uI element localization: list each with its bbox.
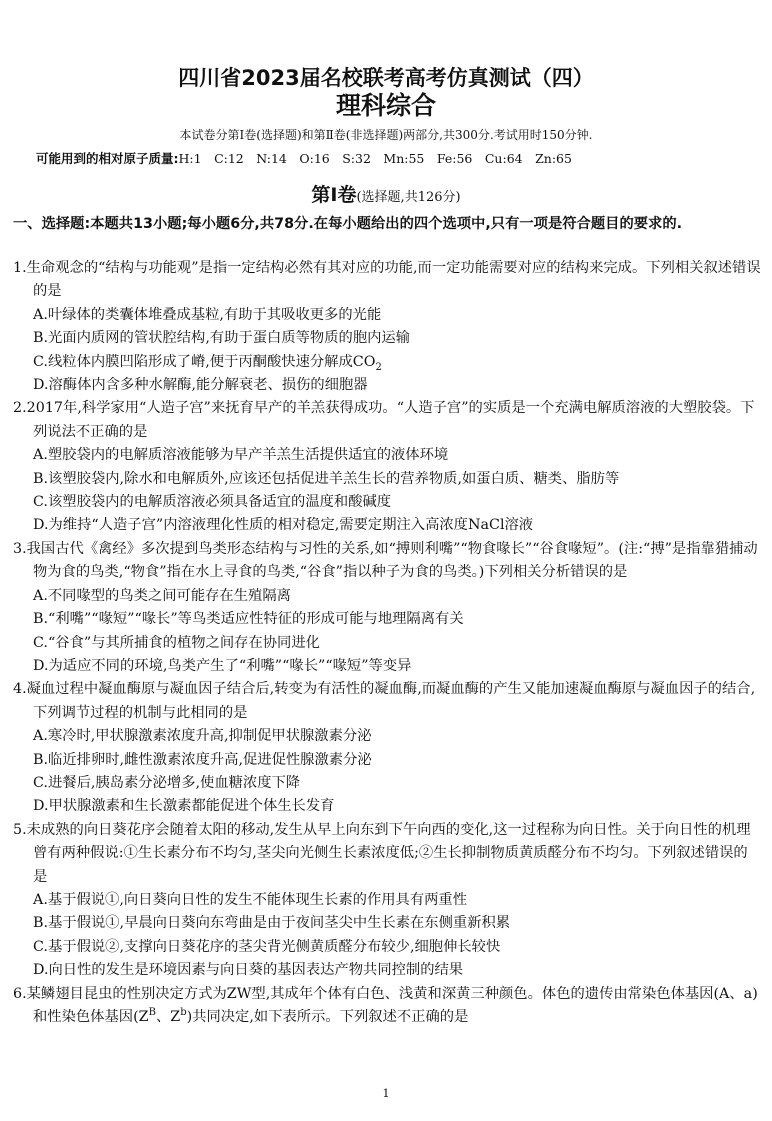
stem-part-2: 、Z (155, 1009, 181, 1025)
question-stem: 3.我国古代《禽经》多次提到鸟类形态结构与习性的关系,如“搏则利嘴”“物食喙长”“谷食喙短”。(注:“搏”是指靠猎捕动物为食的鸟类,“物食”指在水上寻食的鸟类,“谷食”指以种子为食的鸟类。)下列相关分析错误的是 (13, 540, 758, 581)
subject-title: 理科综合 (335, 91, 436, 120)
option-b: B.“利嘴”“喙短”“喙长”等鸟类适应性特征的形成可能与地理隔离有关 (33, 611, 464, 628)
option-b: B.该塑胶袋内,除水和电解质外,应该还包括促进羊羔生长的营养物质,如蛋白质、糖类、脂肪等 (33, 470, 620, 487)
section-subtitle: (选择题,共126分) (356, 190, 461, 205)
stem-part-1: 6.某鳞翅目昆虫的性别决定方式为ZW型,其成年个体有白色、浅黄和深黄三种颜色。体色的遗传由常染色体基因(A、a)和性染色体基因(Z (13, 985, 758, 1025)
question-stem: 1.生命观念的“结构与功能观”是指一定结构必然有其对应的功能,而一定功能需要对应的结构来完成。下列相关叙述错误的是 (13, 260, 761, 300)
section-title: 第Ⅰ卷 (311, 184, 357, 206)
option-c: C.进餐后,胰岛素分泌增多,使血糖浓度下降 (33, 774, 301, 791)
atomic-masses-values: H:1 C:12 N:14 O:16 S:32 Mn:55 Fe:56 Cu:64 Zn:65 (178, 151, 572, 166)
question-3 (13, 538, 761, 678)
atomic-masses (36, 149, 572, 167)
option-a: A.不同喙型的鸟类之间可能存在生殖隔离 (33, 587, 291, 604)
option-c: C.基于假说②,支撑向日葵花序的茎尖背光侧黄质醛分布较少,细胞伸长较快 (33, 938, 501, 955)
question-stem: 4.凝血过程中凝血酶原与凝血因子结合后,转变为有活性的凝血酶,而凝血酶的产生又能加速凝血酶原与凝血因子的结合,下列调节过程的机制与此相同的是 (13, 681, 756, 721)
question-5 (13, 819, 761, 983)
option-c-text: C.线粒体内膜凹陷形成了嵴,便于丙酮酸快速分解成 (33, 353, 353, 370)
exam-note: 本试卷分第Ⅰ卷(选择题)和第Ⅱ卷(非选择题)两部分,共300分.考试用时150分钟. (179, 128, 593, 142)
option-b: B.基于假说①,早晨向日葵向东弯曲是由于夜间茎尖中生长素在东侧重新积累 (33, 915, 511, 932)
co2-formula: CO (352, 353, 376, 370)
option-a: A.叶绿体的类囊体堆叠成基粒,有助于其吸收更多的光能 (33, 306, 382, 323)
question-stem (13, 983, 761, 1030)
question-4 (13, 678, 761, 818)
option-b: B.临近排卵时,雌性激素浓度升高,促进促性腺激素分泌 (33, 751, 372, 768)
exam-title: 四川省2023届名校联考高考仿真测试（四） (178, 66, 594, 90)
option-a: A.寒冷时,甲状腺激素浓度升高,抑制促甲状腺激素分泌 (33, 728, 372, 745)
gene-superscript-b-upper: B (148, 1007, 156, 1019)
question-stem: 5.未成熟的向日葵花序会随着太阳的移动,发生从早上向东到下午向西的变化,这一过程称为向日性。关于向日性的机理曾有两种假说:①生长素分布不均匀,茎尖向光侧生长素浓度低;②生长抑制物质黄质醛分布不均匀。下列叙述错误的是 (13, 821, 751, 885)
question-1 (13, 257, 761, 397)
stem-part-3: )共同决定,如下表所示。下列叙述不正确的是 (186, 1009, 469, 1025)
option-d: D.向日性的发生是环境因素与向日葵的基因表达产物共同控制的结果 (33, 962, 464, 979)
question-list (13, 257, 761, 1029)
atomic-masses-label: 可能用到的相对原子质量: (36, 151, 179, 166)
question-6 (13, 983, 761, 1030)
question-stem: 2.2017年,科学家用“人造子宫”来抚育早产的羊羔获得成功。“人造子宫”的实质是一个充满电解质溶液的大塑胶袋。下列说法不正确的是 (13, 400, 755, 440)
page-number: 1 (382, 1087, 390, 1100)
option-d: D.甲状腺激素和生长激素都能促进个体生长发育 (33, 798, 335, 815)
option-b: B.光面内质网的管状腔结构,有助于蛋白质等物质的胞内运输 (33, 330, 411, 347)
option-d: D.为适应不同的环境,鸟类产生了“利嘴”“喙长”“喙短”等变异 (33, 657, 412, 674)
option-c: C.“谷食”与其所捕食的植物之间存在协同进化 (33, 634, 320, 651)
gene-superscript-b-lower: b (180, 1007, 187, 1019)
option-c: C.该塑胶袋内的电解质溶液必须具备适宜的温度和酸碱度 (33, 494, 392, 511)
option-d: D.为维持“人造子宫”内溶液理化性质的相对稳定,需要定期注入高浓度NaCl溶液 (33, 517, 534, 534)
option-a: A.塑胶袋内的电解质溶液能够为早产羊羔生活提供适宜的液体环境 (33, 447, 449, 464)
option-c (13, 351, 761, 374)
instructions: 一、选择题:本题共13小题;每小题6分,共78分.在每小题给出的四个选项中,只有一项是符合题目的要求的. (13, 216, 683, 232)
section-heading (0, 180, 772, 207)
question-2 (13, 397, 761, 537)
option-d: D.溶酶体内含多种水解酶,能分解衰老、损伤的细胞器 (33, 377, 368, 394)
option-a: A.基于假说①,向日葵向日性的发生不能体现生长素的作用具有两重性 (33, 891, 468, 908)
co2-subscript: 2 (375, 361, 382, 373)
